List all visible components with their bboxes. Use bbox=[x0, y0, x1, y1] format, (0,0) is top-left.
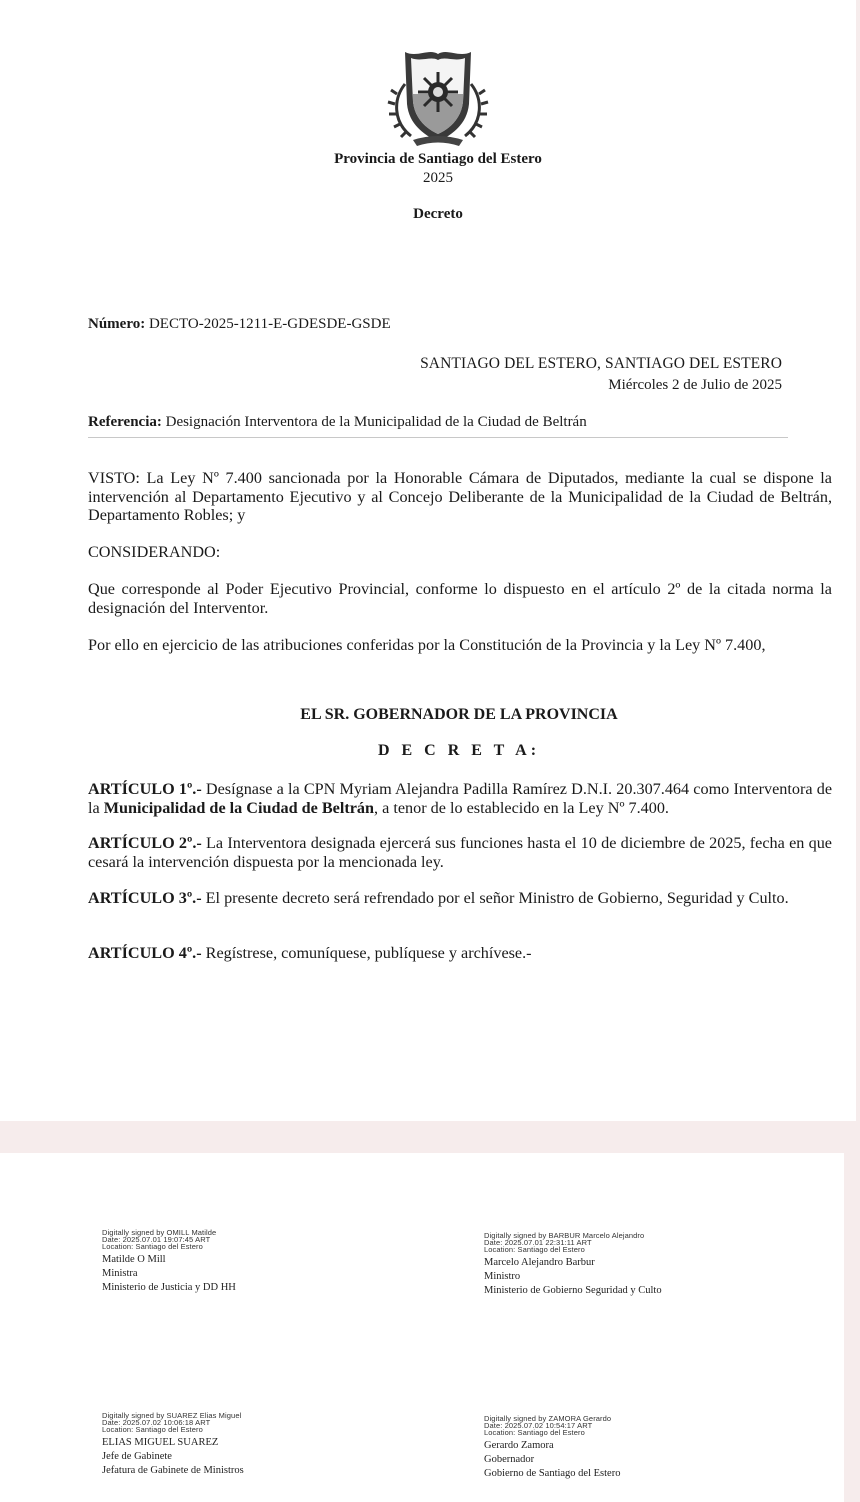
signature-block-barbur bbox=[484, 1232, 662, 1298]
signature-stamp-date: Date: 2025.07.01 22:31:11 ART bbox=[484, 1238, 592, 1247]
decreta-heading: D E C R E T A: bbox=[377, 742, 541, 759]
signature-stamp-date: Date: 2025.07.01 19:07:45 ART bbox=[102, 1235, 211, 1244]
article-2-lead: ARTÍCULO 2º.- bbox=[88, 834, 202, 852]
signature-stamp-location: Location: Santiago del Estero bbox=[484, 1428, 585, 1437]
signature-stamp-date: Date: 2025.07.02 10:54:17 ART bbox=[484, 1421, 593, 1430]
article-1-lead: ARTÍCULO 1º.- bbox=[88, 780, 202, 798]
article-4-text: Regístrese, comuníquese, publíquese y archívese.- bbox=[201, 944, 532, 962]
signatory-organization: Ministerio de Gobierno Seguridad y Culto bbox=[484, 1285, 662, 1296]
signature-stamp-date: Date: 2025.07.02 10:06:18 ART bbox=[102, 1418, 211, 1427]
signature-stamp-signer: Digitally signed by ZAMORA Gerardo bbox=[484, 1414, 612, 1423]
signature-stamp-location: Location: Santiago del Estero bbox=[102, 1242, 203, 1251]
signatory-organization: Gobierno de Santiago del Estero bbox=[484, 1468, 621, 1479]
place-line: SANTIAGO DEL ESTERO, SANTIAGO DEL ESTERO bbox=[420, 355, 782, 372]
decree-number bbox=[88, 316, 391, 333]
article-4-lead: ARTÍCULO 4º.- bbox=[88, 944, 202, 962]
date-line: Miércoles 2 de Julio de 2025 bbox=[608, 377, 782, 393]
document-year: 2025 bbox=[423, 170, 453, 186]
reference-line bbox=[88, 414, 587, 431]
signature-stamp-signer: Digitally signed by OMILL Matilde bbox=[102, 1228, 217, 1237]
signature-block-suarez bbox=[102, 1412, 244, 1478]
article-1-strong: Municipalidad de la Ciudad de Beltrán bbox=[103, 798, 375, 817]
reference-value: Designación Interventora de la Municipalidad de la Ciudad de Beltrán bbox=[165, 414, 587, 430]
signature-stamp-location: Location: Santiago del Estero bbox=[484, 1245, 585, 1254]
article-1-text-b: , a tenor de lo establecido en la Ley Nº 7.400. bbox=[374, 798, 669, 817]
signatory-role: Jefe de Gabinete bbox=[102, 1451, 172, 1462]
signature-stamp-signer: Digitally signed by SUAREZ Elias Miguel bbox=[102, 1411, 242, 1420]
article-2-text: La Interventora designada ejercerá sus funciones hasta el 10 de diciembre de 2025, fecha en que cesará la intervención dispuesta por la mencionada ley. bbox=[88, 834, 832, 871]
signatory-name: Marcelo Alejandro Barbur bbox=[484, 1257, 595, 1268]
article-2 bbox=[88, 834, 832, 871]
reference-label: Referencia: bbox=[88, 414, 162, 430]
province-title: Provincia de Santiago del Estero bbox=[334, 151, 542, 167]
article-3 bbox=[88, 889, 832, 908]
document-page-2 bbox=[0, 1153, 844, 1502]
decree-number-value: DECTO-2025-1211-E-GDESDE-GSDE bbox=[148, 316, 391, 332]
signatory-role: Ministra bbox=[102, 1268, 138, 1279]
article-1 bbox=[88, 780, 832, 817]
considerando-paragraph: Que corresponde al Poder Ejecutivo Provincial, conforme lo dispuesto en el artículo 2º de la citada norma la designación del Interventor. bbox=[88, 580, 832, 617]
article-4 bbox=[88, 944, 832, 963]
decree-number-label: Número: bbox=[88, 316, 146, 332]
signatory-name: Gerardo Zamora bbox=[484, 1440, 554, 1451]
visto-paragraph: VISTO: La Ley Nº 7.400 sancionada por la Honorable Cámara de Diputados, mediante la cual se dispone la intervención al Departamento Ejecutivo y al Concejo Deliberante de la Municipalidad de la Ciudad de Beltrán, Departamento Robles; y bbox=[88, 469, 832, 524]
divider bbox=[88, 437, 788, 438]
document-type: Decreto bbox=[413, 206, 463, 222]
signature-stamp-signer: Digitally signed by BARBUR Marcelo Alejandro bbox=[484, 1231, 645, 1240]
signature-block-omill bbox=[102, 1229, 236, 1295]
signatory-name: Matilde O Mill bbox=[102, 1254, 166, 1265]
article-3-text: El presente decreto será refrendado por el señor Ministro de Gobierno, Seguridad y Culto. bbox=[201, 889, 789, 907]
signatory-role: Gobernador bbox=[484, 1454, 535, 1465]
signatory-organization: Jefatura de Gabinete de Ministros bbox=[102, 1465, 244, 1476]
signatory-organization: Ministerio de Justicia y DD HH bbox=[102, 1282, 236, 1293]
considerando-heading: CONSIDERANDO: bbox=[88, 543, 221, 561]
governor-heading: EL SR. GOBERNADOR DE LA PROVINCIA bbox=[300, 706, 618, 723]
signature-stamp-location: Location: Santiago del Estero bbox=[102, 1425, 203, 1434]
article-3-lead: ARTÍCULO 3º.- bbox=[88, 889, 202, 907]
signatory-name: ELIAS MIGUEL SUAREZ bbox=[102, 1437, 219, 1448]
por-ello-paragraph: Por ello en ejercicio de las atribuciones conferidas por la Constitución de la Provincia y la Ley Nº 7.400, bbox=[88, 636, 766, 654]
signature-block-zamora bbox=[484, 1415, 620, 1481]
article-1-text-a: Desígnase a la CPN Myriam Alejandra Padilla Ramírez D.N.I. 20.307.464 como Interventora de la bbox=[88, 780, 832, 817]
signatory-role: Ministro bbox=[484, 1271, 521, 1282]
coat-of-arms-icon bbox=[383, 44, 493, 150]
